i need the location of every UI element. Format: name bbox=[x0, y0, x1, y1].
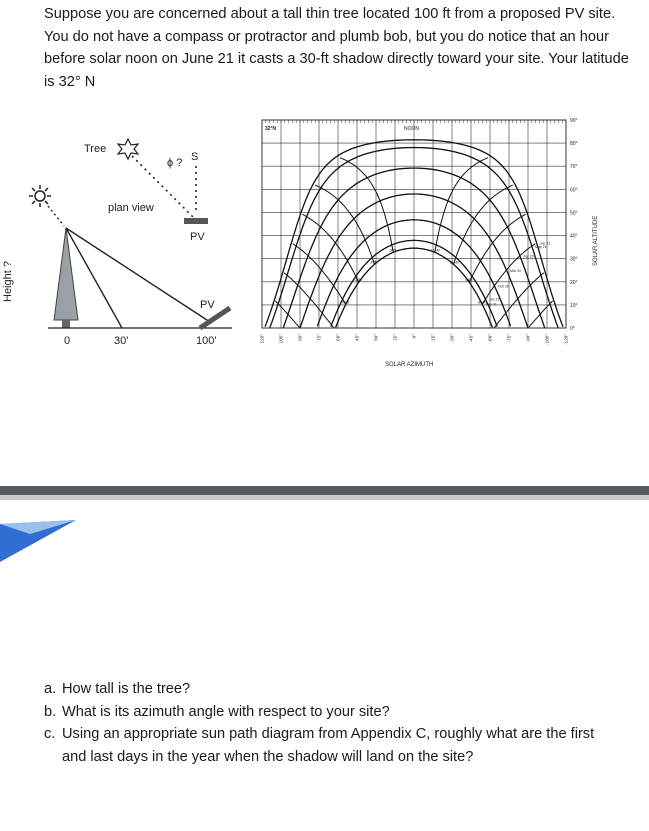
date-curve-label: Mar 20 bbox=[510, 268, 521, 273]
altitude-tick-label: 30° bbox=[570, 256, 578, 263]
question-b bbox=[44, 701, 604, 724]
azimuth-tick-label: -90° bbox=[525, 334, 531, 343]
azimuth-tick-label: -30° bbox=[449, 334, 455, 343]
azimuth-tick-label: 120° bbox=[259, 334, 265, 344]
sun-path-chart bbox=[260, 118, 600, 368]
hour-line-label: 9AM bbox=[465, 278, 473, 283]
azimuth-tick-label: 0° bbox=[411, 334, 417, 339]
page-divider-bar bbox=[0, 486, 649, 495]
hour-line bbox=[454, 185, 513, 264]
altitude-tick-label: 70° bbox=[570, 164, 578, 171]
page-divider-shadow bbox=[0, 495, 649, 500]
question-c-label: c. bbox=[44, 726, 56, 742]
hour-line-label: 10AM bbox=[449, 260, 459, 265]
azimuth-tick-label: 90° bbox=[297, 334, 303, 341]
question-b-text: What is its azimuth angle with respect to your site? bbox=[62, 703, 390, 720]
x-label-0: 0 bbox=[64, 335, 71, 347]
question-c-text: Using an appropriate sun path diagram from Appendix C, roughly what are the first and last days in the year when the shadow will land on the site? bbox=[62, 726, 595, 765]
noon-label: NOON bbox=[404, 126, 419, 132]
azimuth-tick-label: 105° bbox=[278, 334, 284, 344]
azimuth-tick-label: 60° bbox=[335, 334, 341, 341]
plan-tree-label: Tree bbox=[84, 143, 107, 155]
latitude-label: 32°N bbox=[265, 126, 277, 132]
hour-line-label: 3PM bbox=[354, 278, 362, 283]
altitude-tick-label: 10° bbox=[570, 302, 578, 309]
plan-view-diagram bbox=[84, 139, 208, 243]
sun-icon bbox=[29, 185, 51, 207]
hour-line-label: 1PM bbox=[389, 248, 397, 253]
date-curve-label: Jan 21 bbox=[489, 297, 500, 302]
question-list bbox=[44, 678, 604, 768]
date-curve-label: Feb 20 bbox=[497, 284, 509, 289]
azimuth-tick-label: 30° bbox=[373, 334, 379, 341]
question-a-label: a. bbox=[44, 681, 57, 697]
solar-azimuth-label: SOLAR AZIMUTH bbox=[385, 362, 434, 368]
azimuth-tick-label: -75° bbox=[506, 334, 512, 343]
altitude-tick-label: 0° bbox=[570, 326, 575, 332]
pv-plan-icon bbox=[184, 218, 208, 224]
solar-altitude-label: SOLAR ALTITUDE bbox=[593, 215, 599, 266]
altitude-tick-label: 50° bbox=[570, 210, 578, 217]
hour-line-label: 4PM bbox=[341, 300, 350, 305]
question-b-label: b. bbox=[44, 703, 57, 720]
altitude-tick-label: 60° bbox=[570, 187, 578, 194]
azimuth-tick-label: 15° bbox=[392, 334, 398, 341]
date-curve-label: Apr 20 bbox=[523, 254, 534, 259]
azimuth-tick-label: -15° bbox=[430, 334, 436, 343]
hour-line-label: 8AM bbox=[478, 300, 486, 305]
hour-line bbox=[315, 185, 374, 264]
date-curve-label: Dec 21 bbox=[485, 302, 497, 307]
plan-view-label: plan view bbox=[108, 202, 154, 214]
x-label-100: 100' bbox=[196, 335, 217, 347]
question-c bbox=[44, 723, 604, 768]
x-label-30: 30' bbox=[114, 335, 129, 347]
elev-pv-label: PV bbox=[200, 299, 215, 311]
azimuth-tick-label: -105° bbox=[544, 334, 550, 345]
page-corner-fold bbox=[0, 518, 80, 568]
date-curve-label: Jun 21 bbox=[539, 241, 551, 246]
hour-line-label: 2PM bbox=[370, 260, 378, 265]
altitude-tick-label: 90° bbox=[570, 118, 578, 124]
azimuth-tick-label: -60° bbox=[487, 334, 493, 343]
problem-figure bbox=[0, 108, 649, 380]
azimuth-tick-label: 45° bbox=[354, 334, 360, 341]
altitude-tick-label: 40° bbox=[570, 233, 578, 240]
plan-south-label: S bbox=[191, 151, 199, 163]
plan-pv-label: PV bbox=[190, 231, 205, 243]
tree-plan-icon bbox=[118, 139, 138, 159]
azimuth-tick-label: -45° bbox=[468, 334, 474, 343]
height-label: Height ? bbox=[2, 261, 14, 302]
altitude-tick-label: 20° bbox=[570, 279, 578, 286]
problem-statement: Suppose you are concerned about a tall thin tree located 100 ft from a proposed PV site. You do not have a compass or protractor and plumb bob, but you do notice that an hour before solar noon on June 21 it casts a 30-ft shadow directly toward your site. Your latitude is 32° N bbox=[44, 6, 629, 90]
altitude-tick-label: 80° bbox=[570, 141, 578, 148]
azimuth-tick-label: 75° bbox=[316, 334, 322, 341]
plan-phi-label: ϕ ? bbox=[167, 157, 183, 169]
hour-line-label: 11AM bbox=[430, 248, 440, 253]
date-curve-label: May 21 bbox=[535, 244, 547, 249]
azimuth-tick-label: -120° bbox=[563, 334, 569, 345]
question-a-text: How tall is the tree? bbox=[62, 681, 191, 697]
question-a bbox=[44, 678, 604, 701]
